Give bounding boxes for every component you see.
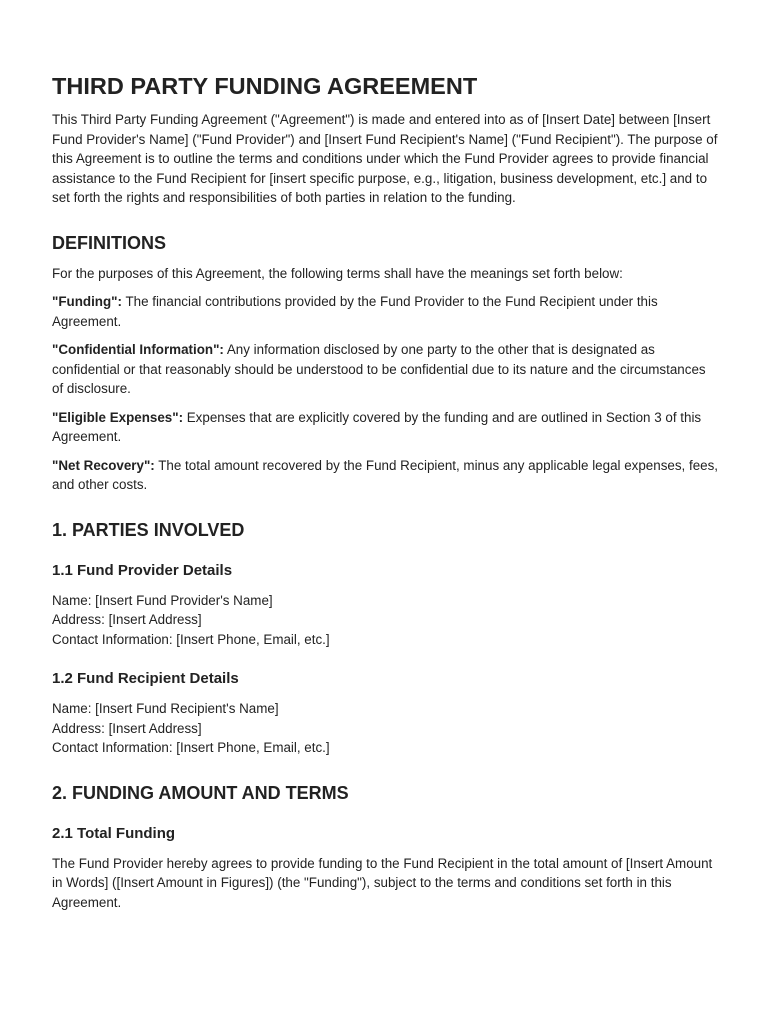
intro-paragraph: This Third Party Funding Agreement ("Agreement") is made and entered into as of [Insert Date] between [Insert Fund Provider's Name] ("Fund Provider") and [Insert Fund Recipient's Name] ("Fund Recipient"). The purpose of this Agreement is to outline the terms and conditions under which the Fund Provider agrees to provide financial assistance to the Fund Recipient for [insert specific purpose, e.g., litigation, business development, etc.] and to set forth the rights and responsibilities of both parties in relation to the funding. bbox=[52, 112, 718, 205]
fund-recipient-details bbox=[52, 699, 718, 758]
definition-text: Any information disclosed by one party to the other that is designated as confidential or that reasonably should be understood to be confidential due to its nature and the circumstances of disclosure. bbox=[52, 342, 706, 396]
definition-term: "Funding": bbox=[52, 294, 122, 309]
definition-item bbox=[52, 456, 718, 495]
document-title: THIRD PARTY FUNDING AGREEMENT bbox=[52, 73, 478, 99]
definition-term: "Confidential Information": bbox=[52, 342, 224, 357]
provider-contact: Contact Information: [Insert Phone, Email, etc.] bbox=[52, 631, 330, 647]
definitions-heading: DEFINITIONS bbox=[52, 232, 167, 253]
section-1-heading: 1. PARTIES INVOLVED bbox=[52, 519, 245, 540]
fund-provider-heading: 1.1 Fund Provider Details bbox=[52, 561, 233, 579]
definition-item bbox=[52, 340, 718, 399]
definition-term: "Net Recovery": bbox=[52, 457, 155, 473]
total-funding-text: The Fund Provider hereby agrees to provide funding to the Fund Recipient in the total amount of [Insert Amount in Words] ([Insert Amount in Figures]) (the "Funding"), subject to the terms and conditions set forth in this Agreement. bbox=[52, 855, 713, 910]
recipient-name: Name: [Insert Fund Recipient's Name] bbox=[52, 701, 279, 716]
fund-recipient-heading: 1.2 Fund Recipient Details bbox=[52, 670, 239, 687]
total-funding-heading: 2.1 Total Funding bbox=[52, 824, 176, 842]
recipient-contact: Contact Information: [Insert Phone, Email, etc.] bbox=[52, 740, 330, 755]
fund-provider-details bbox=[52, 591, 718, 650]
definition-text: The financial contributions provided by the Fund Provider to the Fund Recipient under this Agreement. bbox=[52, 294, 658, 329]
definition-text: Expenses that are explicitly covered by the funding and are outlined in Section 3 of this Agreement. bbox=[52, 409, 702, 444]
definition-text: The total amount recovered by the Fund Recipient, minus any applicable legal expenses, fees, and other costs. bbox=[52, 457, 719, 492]
definition-term: "Eligible Expenses": bbox=[52, 409, 184, 425]
recipient-address: Address: [Insert Address] bbox=[52, 720, 202, 736]
definitions-lead: For the purposes of this Agreement, the following terms shall have the meanings set forth below: bbox=[52, 265, 623, 281]
definition-item bbox=[52, 408, 718, 447]
definition-item bbox=[52, 292, 718, 331]
provider-address: Address: [Insert Address] bbox=[52, 612, 202, 627]
section-2-heading: 2. FUNDING AMOUNT AND TERMS bbox=[52, 782, 349, 803]
provider-name: Name: [Insert Fund Provider's Name] bbox=[52, 592, 273, 608]
